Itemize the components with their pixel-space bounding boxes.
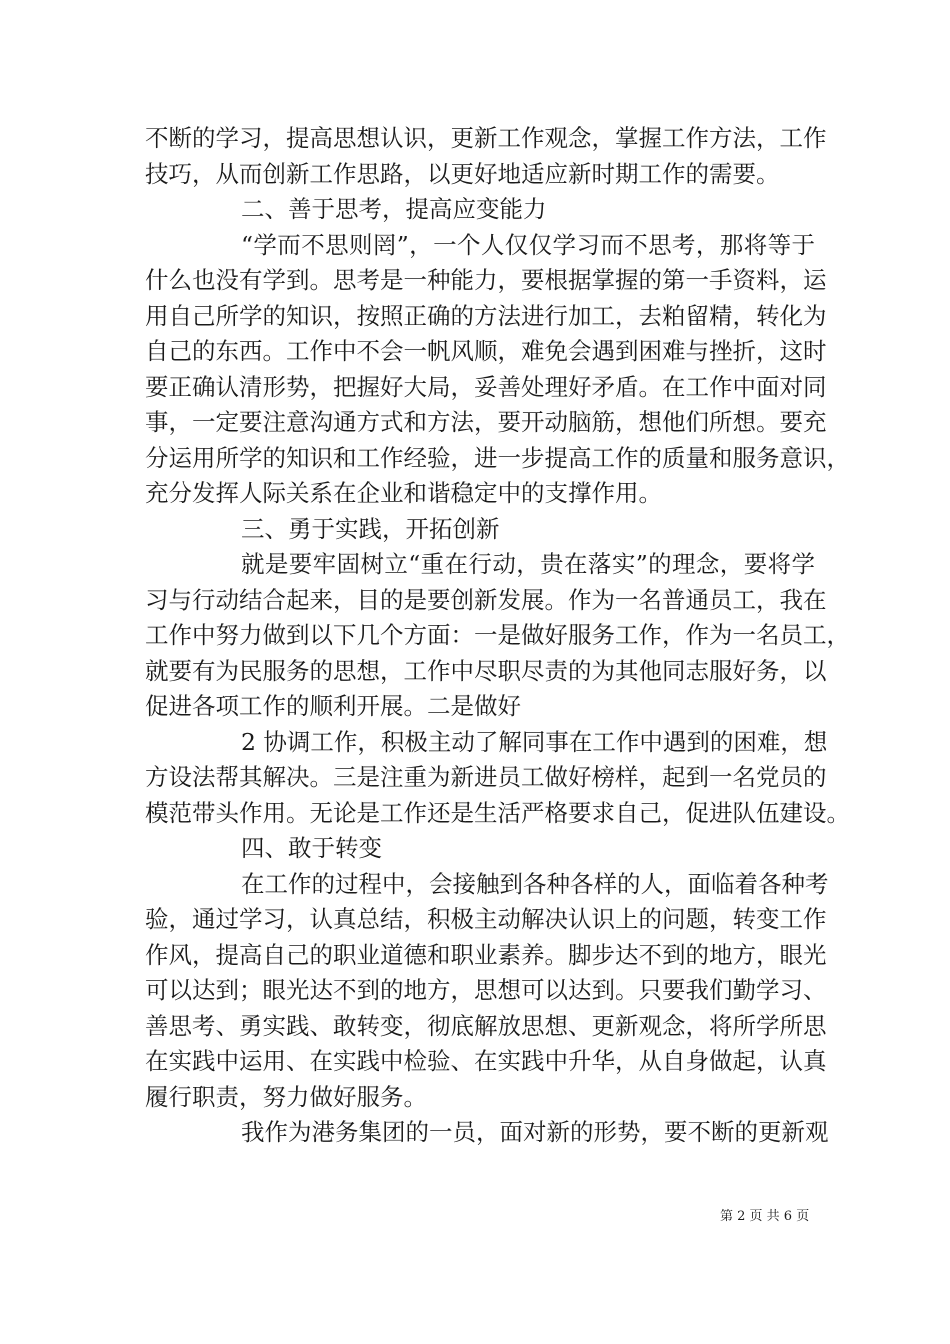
page-number-footer: 第 2 页 共 6 页 <box>720 1209 810 1224</box>
paragraph-line: 善思考、勇实践、敢转变，彻底解放思想、更新观念，将所学所思 <box>145 1011 827 1040</box>
paragraph-line: 技巧，从而创新工作思路，以更好地适应新时期工作的需要。 <box>145 159 780 188</box>
paragraph-line: 要正确认清形势，把握好大局，妥善处理好矛盾。在工作中面对同 <box>145 372 827 401</box>
paragraph-line: 什么也没有学到。思考是一种能力，要根据掌握的第一手资料，运 <box>145 266 827 294</box>
paragraph-line: 工作中努力做到以下几个方面：一是做好服务工作，作为一名员工， <box>145 621 850 649</box>
paragraph-line: 习与行动结合起来，目的是要创新发展。作为一名普通员工，我在 <box>145 585 827 614</box>
paragraph-line: 自己的东西。工作中不会一帆风顺，难免会遇到困难与挫折，这时 <box>145 337 827 365</box>
section-heading: 三、勇于实践，开拓创新 <box>241 514 500 543</box>
paragraph-line: 事，一定要注意沟通方式和方法，要开动脑筋，想他们所想。要充 <box>145 408 827 436</box>
paragraph-line: 分运用所学的知识和工作经验，进一步提高工作的质量和服务意识， <box>145 443 850 472</box>
paragraph-line: 2 协调工作，积极主动了解同事在工作中遇到的困难，想 <box>241 727 828 756</box>
paragraph-line: 履行职责，努力做好服务。 <box>145 1082 427 1111</box>
paragraph-line: 在实践中运用、在实践中检验、在实践中升华，从自身做起，认真 <box>145 1047 827 1075</box>
section-heading: 四、敢于转变 <box>241 834 382 862</box>
paragraph-line: 促进各项工作的顺利开展。二是做好 <box>145 692 521 720</box>
paragraph-line: 验，通过学习，认真总结，积极主动解决认识上的问题，转变工作 <box>145 905 827 933</box>
paragraph-line: 可以达到；眼光达不到的地方，思想可以达到。只要我们勤学习、 <box>145 976 827 1004</box>
paragraph-line: 作风，提高自己的职业道德和职业素养。脚步达不到的地方，眼光 <box>145 940 827 969</box>
paragraph-line: 不断的学习，提高思想认识，更新工作观念，掌握工作方法，工作 <box>145 124 827 152</box>
paragraph-line: 我作为港务集团的一员，面对新的形势，要不断的更新观 <box>241 1118 829 1146</box>
paragraph-line: 就是要牢固树立“重在行动，贵在落实”的理念，要将学 <box>241 550 815 578</box>
section-heading: 二、善于思考，提高应变能力 <box>241 195 547 223</box>
body-text <box>145 121 850 1151</box>
paragraph-line: “学而不思则罔”，一个人仅仅学习而不思考，那将等于 <box>241 230 815 259</box>
paragraph-line: 方设法帮其解决。三是注重为新进员工做好榜样，起到一名党员的 <box>145 763 827 791</box>
paragraph-line: 用自己所学的知识，按照正确的方法进行加工，去粕留精，转化为 <box>145 301 827 330</box>
paragraph-line: 充分发挥人际关系在企业和谐稳定中的支撑作用。 <box>145 479 662 507</box>
paragraph-line: 模范带头作用。无论是工作还是生活严格要求自己，促进队伍建设。 <box>145 798 850 827</box>
paragraph-line: 在工作的过程中，会接触到各种各样的人，面临着各种考 <box>241 869 829 898</box>
paragraph-line: 就要有为民服务的思想，工作中尽职尽责的为其他同志服好务，以 <box>145 656 827 685</box>
